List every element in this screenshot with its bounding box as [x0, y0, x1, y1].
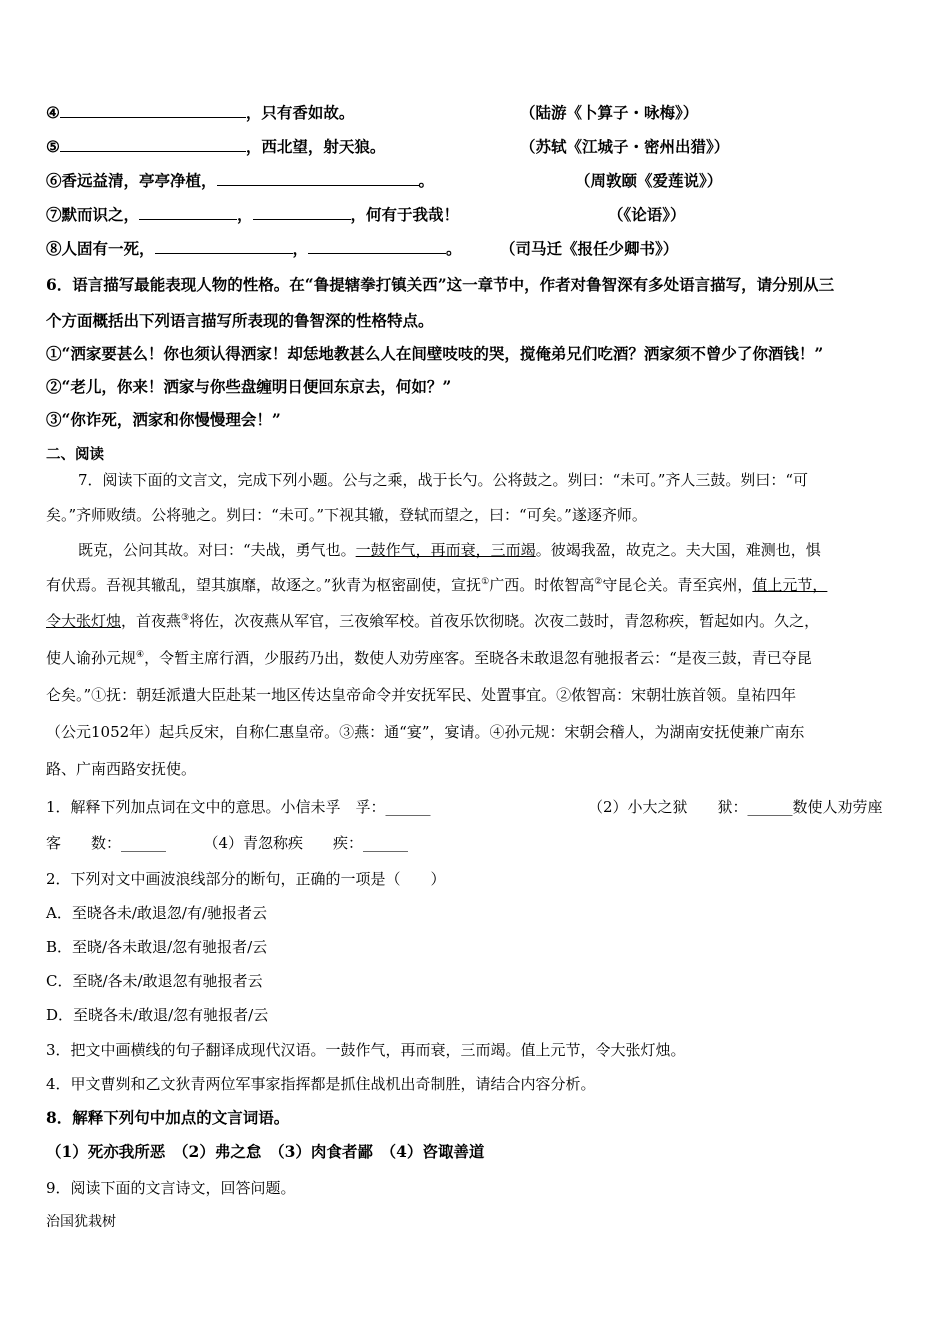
passage-text: ，首夜燕	[121, 612, 182, 630]
q7-passage-line	[46, 575, 827, 595]
q8-stem: 8．解释下列句中加点的文言词语。	[46, 1108, 290, 1127]
poem-source: （周敦颐《爱莲说》）	[575, 171, 723, 190]
q8-items: （1）死亦我所恶 （2）弗之怠 （3）肉食者鄙 （4）咨诹善道	[46, 1142, 485, 1161]
passage-text: 有伏焉。吾视其辙乱，望其旗靡，故逐之。”狄青为枢密副使，宣抚	[46, 576, 482, 594]
poem-line-5	[46, 137, 385, 157]
option-c[interactable]: C．至晓/各未/敢退忽有驰报者云	[46, 972, 263, 990]
fill-blank[interactable]	[217, 171, 419, 186]
item-number: ⑥	[46, 171, 62, 190]
fill-blank[interactable]	[139, 205, 237, 220]
q7-passage-line	[46, 611, 819, 631]
sub-question-4: 4．甲文曹刿和乙文狄青两位军事家指挥都是抓住战机出奇制胜，请结合内容分析。	[46, 1075, 596, 1093]
q6-stem-line2: 个方面概括出下列语言描写所表现的鲁智深的性格特点。	[46, 311, 434, 330]
fill-blank[interactable]	[308, 239, 446, 254]
footnote-mark: ②	[594, 577, 603, 587]
q7-passage-line: 7．阅读下面的文言文，完成下列小题。公与之乘，战于长勺。公将鼓之。刿曰：“未可。”齐人三鼓。刿曰：“可	[78, 471, 809, 489]
poem-text: 人固有一死，	[61, 239, 155, 258]
poem-line-8	[46, 239, 462, 259]
passage-text: 使人谕孙元规	[46, 649, 137, 667]
item-number: ④	[46, 103, 60, 122]
fill-blank[interactable]	[60, 137, 246, 152]
passage-text: ：“是夜三鼓，青已夺昆	[654, 649, 812, 667]
passage-text: 既克，公问其故。对曰：“夫战，勇气也。	[78, 541, 356, 559]
q7-passage-line	[46, 648, 812, 668]
sub-question-1-part2: （2）小大之狱 狱：______数使人劝劳座	[588, 798, 883, 816]
q7-passage-line	[78, 540, 821, 560]
option-d[interactable]: D．至晓各未/敢退/忽有驰报者/云	[46, 1006, 269, 1024]
sub-question-1: 1．解释下列加点词在文中的意思。小信未孚 孚：______	[46, 798, 431, 816]
passage-text: 将佐，次夜燕从军官，三夜飨军校。首夜乐饮彻晓。次夜二鼓时，青忽称疾，暂起如内。久之，	[189, 612, 820, 630]
poem-source: （《论语》）	[608, 205, 686, 224]
footnote-mark: ①	[481, 577, 490, 587]
underlined-sentence: 令大张灯烛	[46, 612, 122, 630]
poem-text: 默而识之，	[61, 205, 140, 224]
sub-question-2: 2．下列对文中画波浪线部分的断句，正确的一项是（ ）	[46, 870, 446, 888]
poem-text: 。	[418, 171, 435, 190]
item-number: ⑧	[46, 239, 62, 258]
poem-source: （苏轼《江城子・密州出猎》）	[520, 137, 730, 156]
fill-blank[interactable]	[253, 205, 351, 220]
passage-text: ，令暂主席行酒，少服药乃出，数使人劝劳座客。至晓各未敢退	[144, 649, 565, 667]
poem-text: ，	[292, 239, 309, 258]
q9-passage-title: 治国犹栽树	[46, 1214, 116, 1230]
item-number: ⑤	[46, 137, 60, 156]
q6-quote-2: ②“老儿，你来！洒家与你些盘缠明日便回东京去，何如？”	[46, 377, 452, 396]
q6-quote-3: ③“你诈死，洒家和你慢慢理会！”	[46, 410, 281, 429]
passage-text: 广西。时侬智高	[489, 576, 595, 594]
fill-blank[interactable]	[155, 239, 293, 254]
sub-question-1-part3: 客 数：______ （4）青忽称疾 疾：______	[46, 834, 409, 852]
q7-notes-line: （公元1052年）起兵反宋，自称仁惠皇帝。③燕：通“宴”，宴请。④孙元规：宋朝会稽人，为湖南安抚使兼广南东	[46, 723, 805, 741]
underlined-sentence: 值上元节，	[752, 576, 828, 594]
q6-quote-1: ①“洒家要甚么！你也须认得洒家！却恁地教甚么人在间壁吱吱的哭，搅俺弟兄们吃酒？洒家须不曾少了你酒钱！”	[46, 344, 824, 363]
option-b[interactable]: B．至晓/各未敢退/忽有驰报者/云	[46, 938, 268, 956]
q7-passage-line: 矣。”齐师败绩。公将驰之。刿曰：“未可。”下视其辙，登轼而望之，曰：“可矣。”遂逐齐师。	[46, 506, 647, 524]
fill-blank[interactable]	[60, 103, 246, 118]
poem-text: ，只有香如故。	[245, 103, 355, 122]
section-heading: 二、阅读	[46, 446, 104, 463]
q6-stem-line1: 6．语言描写最能表现人物的性格。在“鲁提辖拳打镇关西”这一章节中，作者对鲁智深有多处语言描写，请分别从三	[46, 275, 835, 294]
q7-notes-line: 仑矣。”①抚：朝廷派遣大臣赴某一地区传达皇帝命令并安抚军民、处置事宜。②侬智高：宋朝壮族首领。皇祐四年	[46, 686, 797, 704]
poem-text: 香远益清，亭亭净植，	[61, 171, 217, 190]
q9-stem: 9．阅读下面的文言诗文，回答问题。	[46, 1179, 296, 1197]
passage-text: 守昆仑关。青至宾州，	[602, 576, 753, 594]
poem-text: ，	[237, 205, 253, 224]
poem-text: ，西北望，射天狼。	[245, 137, 386, 156]
footnote-mark: ③	[181, 613, 190, 623]
poem-line-6	[46, 171, 434, 191]
poem-text: 。	[446, 239, 462, 258]
passage-text: 。彼竭我盈，故克之。夫大国，难测也，惧	[535, 541, 821, 559]
wavy-phrase: 忽有驰报者云	[564, 649, 655, 667]
underlined-sentence: 一鼓作气，再而衰，三而竭	[355, 541, 536, 559]
q7-notes-line: 路、广南西路安抚使。	[46, 760, 197, 778]
sub-question-3: 3．把文中画横线的句子翻译成现代汉语。一鼓作气，再而衰，三而竭。值上元节，令大张灯烛。	[46, 1041, 686, 1059]
poem-source: （司马迁《报任少卿书》）	[500, 239, 679, 258]
poem-text: ，何有于我哉！	[350, 205, 460, 224]
item-number: ⑦	[46, 205, 62, 224]
poem-line-7	[46, 205, 459, 225]
footnote-mark: ④	[136, 650, 145, 660]
poem-line-4	[46, 103, 354, 123]
poem-source: （陆游《卜算子・咏梅》）	[520, 103, 699, 122]
option-a[interactable]: A．至晓各未/敢退忽/有/驰报者云	[46, 904, 267, 922]
